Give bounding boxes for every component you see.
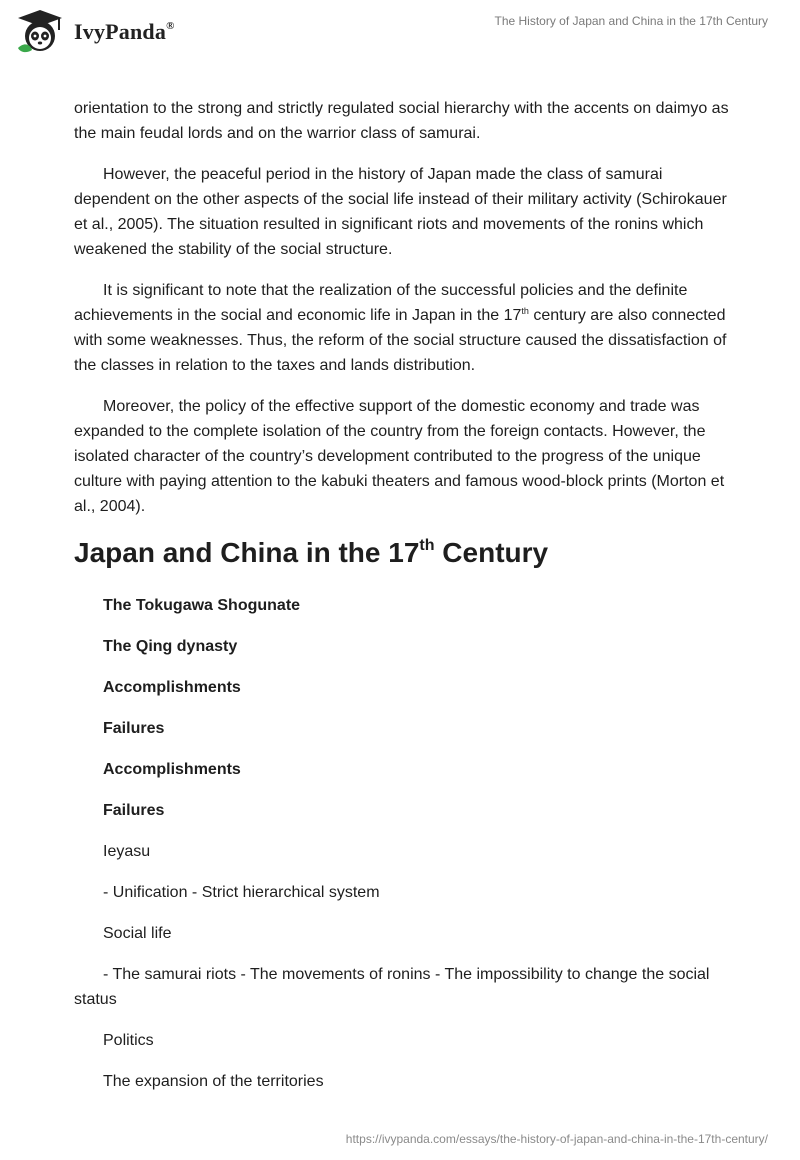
comparison-table-text [74,593,734,1094]
list-item: - The samurai riots - The movements of ronins - The impossibility to change the social status [74,966,710,1008]
list-item: The expansion of the territories [103,1073,324,1090]
paragraph: However, the peaceful period in the history of Japan made the class of samurai dependent on the other aspects of the social life instead of their military activity (Schirokauer et al., 2005). The situation resulted in significant riots and movements of the ronins which weakened the stability of the social structure. [74,166,727,258]
list-item: Accomplishments [103,679,241,696]
paragraph: Moreover, the policy of the effective support of the domestic economy and trade was expanded to the complete isolation of the country from the foreign contacts. However, the isolated character of the country’s development contributed to the progress of the unique culture with paying attention to the kabuki theaters and famous wood-block prints (Morton et al., 2004). [74,398,725,515]
source-url-link[interactable]: https://ivypanda.com/essays/the-history-of-japan-and-china-in-the-17th-century/ [345,1132,768,1146]
section-heading: Japan and China in the 17th Century [74,537,549,568]
panda-graduate-icon [14,8,66,56]
ivypanda-logo[interactable] [14,8,175,56]
list-item: The Qing dynasty [103,638,238,655]
list-item: Politics [103,1032,154,1049]
brand-name: IvyPanda® [74,19,175,44]
list-item: - Unification - Strict hierarchical system [103,884,380,901]
paragraph: orientation to the strong and strictly regulated social hierarchy with the accents on daimyo as the main feudal lords and on the warrior class of samurai. [74,100,729,142]
list-item: Ieyasu [103,843,151,860]
list-item: Social life [103,925,172,942]
paragraph: It is significant to note that the realization of the successful policies and the definite achievements in the social and economic life in Japan in the 17th century are also connected with some weaknesses. Thus, the reform of the social structure caused the dissatisfaction of the classes in relation to the taxes and lands distribution. [74,282,727,374]
list-item: The Tokugawa Shogunate [103,597,301,614]
list-item: Accomplishments [103,761,241,778]
document-title: The History of Japan and China in the 17th Century [494,14,768,28]
essay-body [74,96,734,1110]
page-header [0,0,800,70]
list-item: Failures [103,802,165,819]
list-item: Failures [103,720,165,737]
